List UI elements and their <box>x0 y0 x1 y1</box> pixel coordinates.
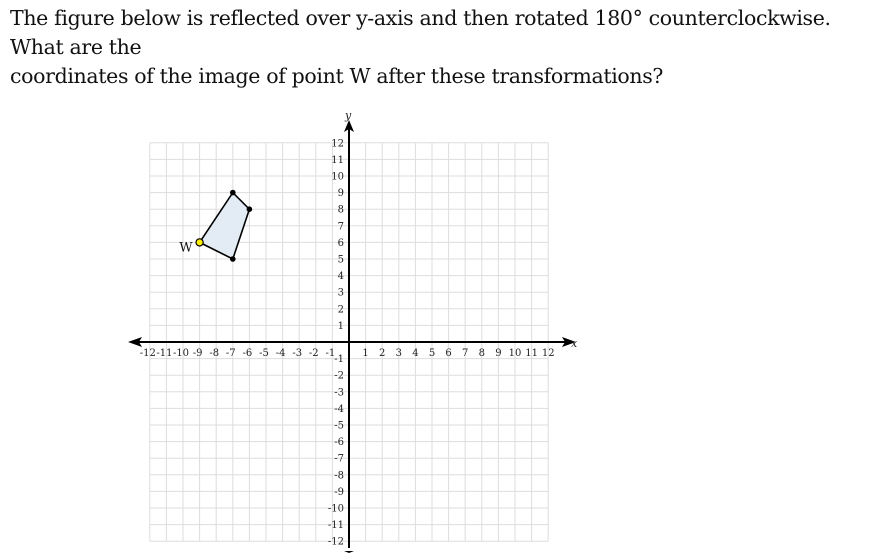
question-line-2: coordinates of the image of point W after these transformations? <box>10 64 664 88</box>
x-tick-label: -11 <box>156 348 173 359</box>
y-tick-label: 8 <box>337 204 344 216</box>
x-tick-label: 5 <box>428 348 436 359</box>
y-tick-label: -7 <box>334 453 344 465</box>
x-tick-label: 7 <box>462 348 469 359</box>
x-tick-label: 10 <box>508 348 522 359</box>
y-tick-label: -4 <box>334 403 344 415</box>
vertex-point <box>230 256 236 262</box>
x-tick-label: -1 <box>325 348 336 359</box>
x-tick-label: -8 <box>209 348 220 359</box>
x-tick-label: -5 <box>259 348 269 359</box>
y-tick-label: -12 <box>327 536 344 548</box>
y-tick-label: 11 <box>331 154 344 166</box>
vertex-point-highlighted <box>196 239 203 246</box>
y-tick-label: 2 <box>337 304 344 316</box>
y-tick-label: -1 <box>334 354 344 366</box>
y-tick-label: -3 <box>334 387 344 399</box>
x-tick-label: -9 <box>192 348 203 359</box>
y-tick-label: -6 <box>334 437 344 449</box>
y-tick-label: 3 <box>337 287 344 299</box>
y-tick-label: 7 <box>337 221 344 233</box>
x-tick-label: -2 <box>308 348 319 359</box>
y-tick-label: -9 <box>334 486 344 498</box>
y-tick-label: 9 <box>337 188 344 200</box>
x-tick-label: 8 <box>478 348 485 359</box>
x-tick-label: 4 <box>412 348 419 359</box>
y-tick-label: -5 <box>334 420 344 432</box>
vertex-point <box>230 190 236 196</box>
x-tick-label: 9 <box>495 348 502 359</box>
y-tick-label: 5 <box>337 254 344 266</box>
vertex-label: W <box>179 240 193 256</box>
y-tick-label: -8 <box>334 470 344 482</box>
y-tick-label: -11 <box>327 520 344 532</box>
x-tick-label: -6 <box>242 348 253 359</box>
x-tick-label: 12 <box>541 348 555 359</box>
y-tick-label: 4 <box>337 271 344 283</box>
x-tick-label: -4 <box>275 348 286 359</box>
y-tick-label: -2 <box>334 370 344 382</box>
y-tick-label: 12 <box>331 138 344 150</box>
x-tick-label: 2 <box>379 348 386 359</box>
y-tick-label: -10 <box>327 503 344 515</box>
x-tick-label: -3 <box>292 348 303 359</box>
vertex-point <box>247 206 253 212</box>
x-tick-label: -10 <box>172 348 190 359</box>
question-line-1: The figure below is reflected over y-axis and then rotated 180° counterclockwise. What are the <box>10 6 831 59</box>
x-tick-label: -12 <box>139 348 156 359</box>
y-axis-label: y <box>345 109 352 122</box>
y-tick-label: 6 <box>337 237 344 249</box>
x-tick-label: -7 <box>225 348 236 359</box>
x-tick-label: 6 <box>445 348 452 359</box>
x-axis-label: x <box>571 337 578 350</box>
y-tick-label: 1 <box>337 320 344 332</box>
x-tick-label: 3 <box>395 348 402 359</box>
x-tick-label: 11 <box>525 348 538 359</box>
x-tick-label: 1 <box>362 348 369 359</box>
y-tick-label: 10 <box>331 171 344 183</box>
